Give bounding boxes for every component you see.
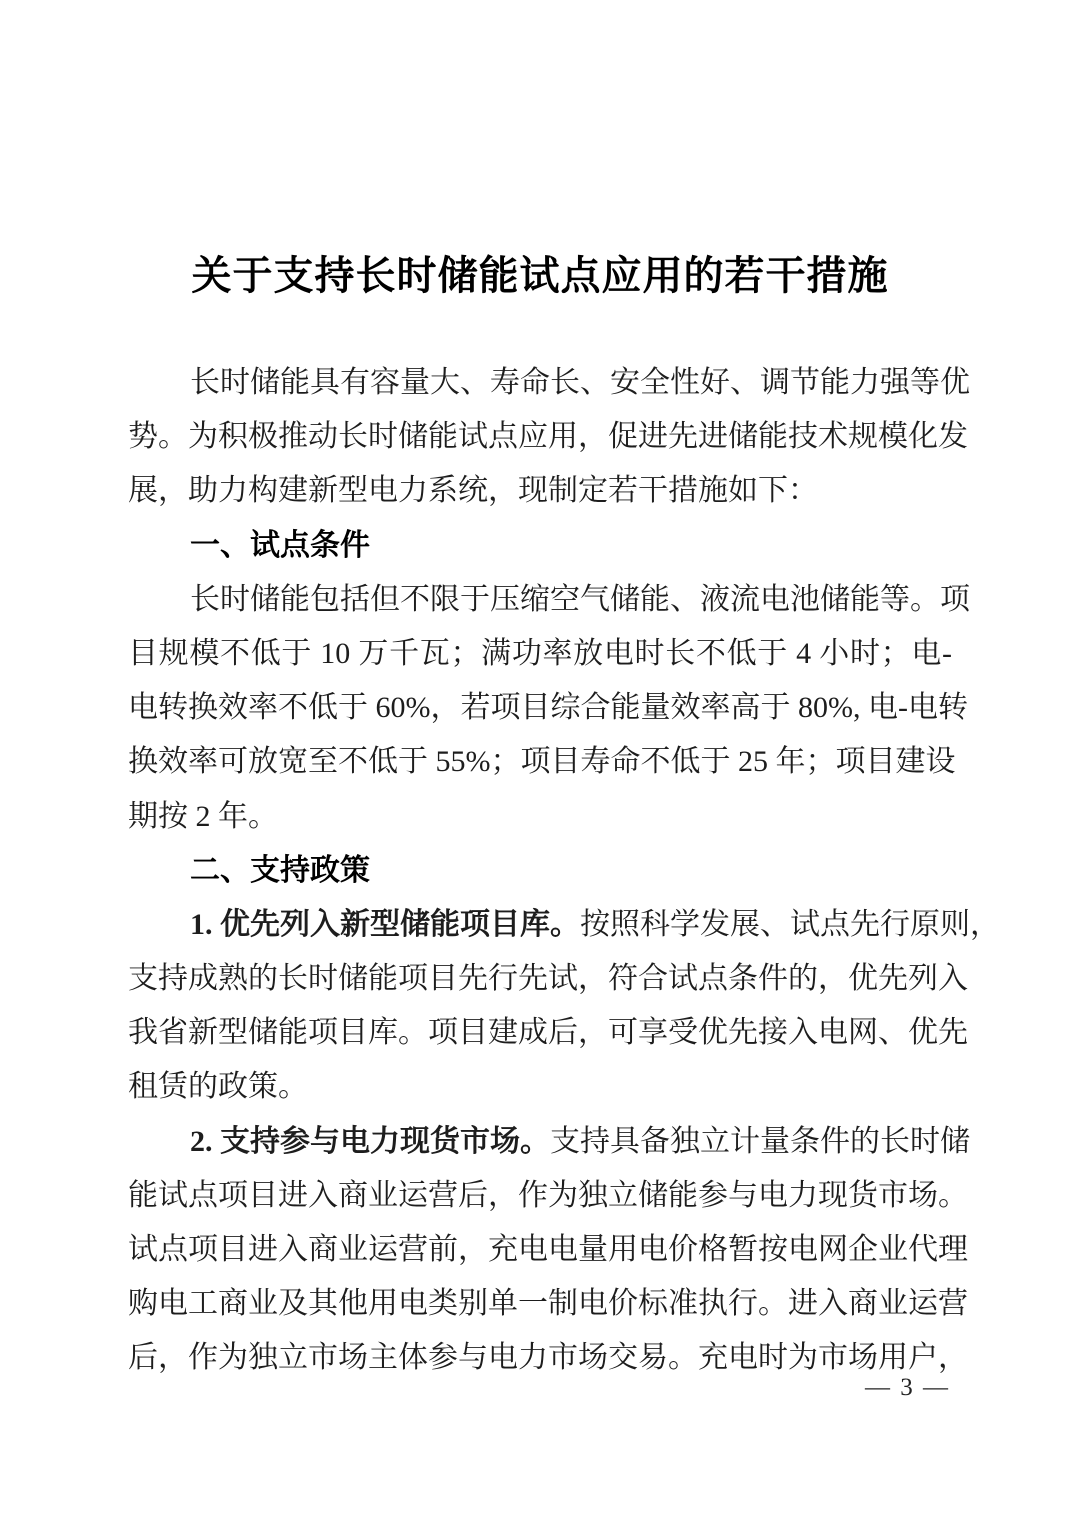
section-1-line-1: 长时储能包括但不限于压缩空气储能、液流电池储能等。项 (190, 582, 970, 616)
item-2-lead: 2. 支持参与电力现货市场。 (190, 1124, 550, 1158)
intro-line-2: 势。为积极推动长时储能试点应用，促进先进储能技术规模化发 (128, 420, 968, 454)
intro-line-3: 展，助力构建新型电力系统，现制定若干措施如下： (128, 474, 818, 508)
document-title: 关于支持长时储能试点应用的若干措施 (191, 253, 889, 298)
item-1-line-1 (128, 898, 1000, 952)
section-1-line-3: 电转换效率不低于 60%，若项目综合能量效率高于 80%, 电-电转 (128, 691, 968, 725)
item-1-line-2: 支持成熟的长时储能项目先行先试，符合试点条件的，优先列入 (128, 962, 968, 996)
section-2-heading: 二、支持政策 (190, 853, 370, 887)
section-1-line-5: 期按 2 年。 (128, 799, 278, 833)
item-1-line-3: 我省新型储能项目库。项目建成后，可享受优先接入电网、优先 (128, 1016, 968, 1050)
item-2-line-4: 购电工商业及其他用电类别单一制电价标准执行。进入商业运营 (128, 1287, 968, 1321)
item-1-lead: 1. 优先列入新型储能项目库。 (190, 907, 580, 941)
item-1-line-4: 租赁的政策。 (128, 1070, 308, 1104)
item-1-line-1-rest: 按照科学发展、试点先行原则， (580, 907, 1000, 941)
item-2-line-3: 试点项目进入商业运营前，充电电量用电价格暂按电网企业代理 (128, 1233, 968, 1266)
section-1-line-2: 目规模不低于 10 万千瓦；满功率放电时长不低于 4 小时；电- (128, 636, 952, 670)
item-2-line-5: 后，作为独立市场主体参与电力市场交易。充电时为市场用户， (128, 1341, 968, 1375)
document-body (128, 356, 1000, 1386)
item-2-line-2: 能试点项目进入商业运营后，作为独立储能参与电力现货市场。 (128, 1178, 968, 1212)
item-2-line-1 (128, 1115, 970, 1169)
intro-line-1: 长时储能具有容量大、寿命长、安全性好、调节能力强等优 (190, 366, 970, 399)
section-1-line-4: 换效率可放宽至不低于 55%；项目寿命不低于 25 年；项目建设 (128, 745, 956, 779)
section-1-heading: 一、试点条件 (190, 528, 370, 562)
page-number: — 3 — (865, 1374, 950, 1401)
item-2-line-1-rest: 支持具备独立计量条件的长时储 (550, 1124, 970, 1158)
